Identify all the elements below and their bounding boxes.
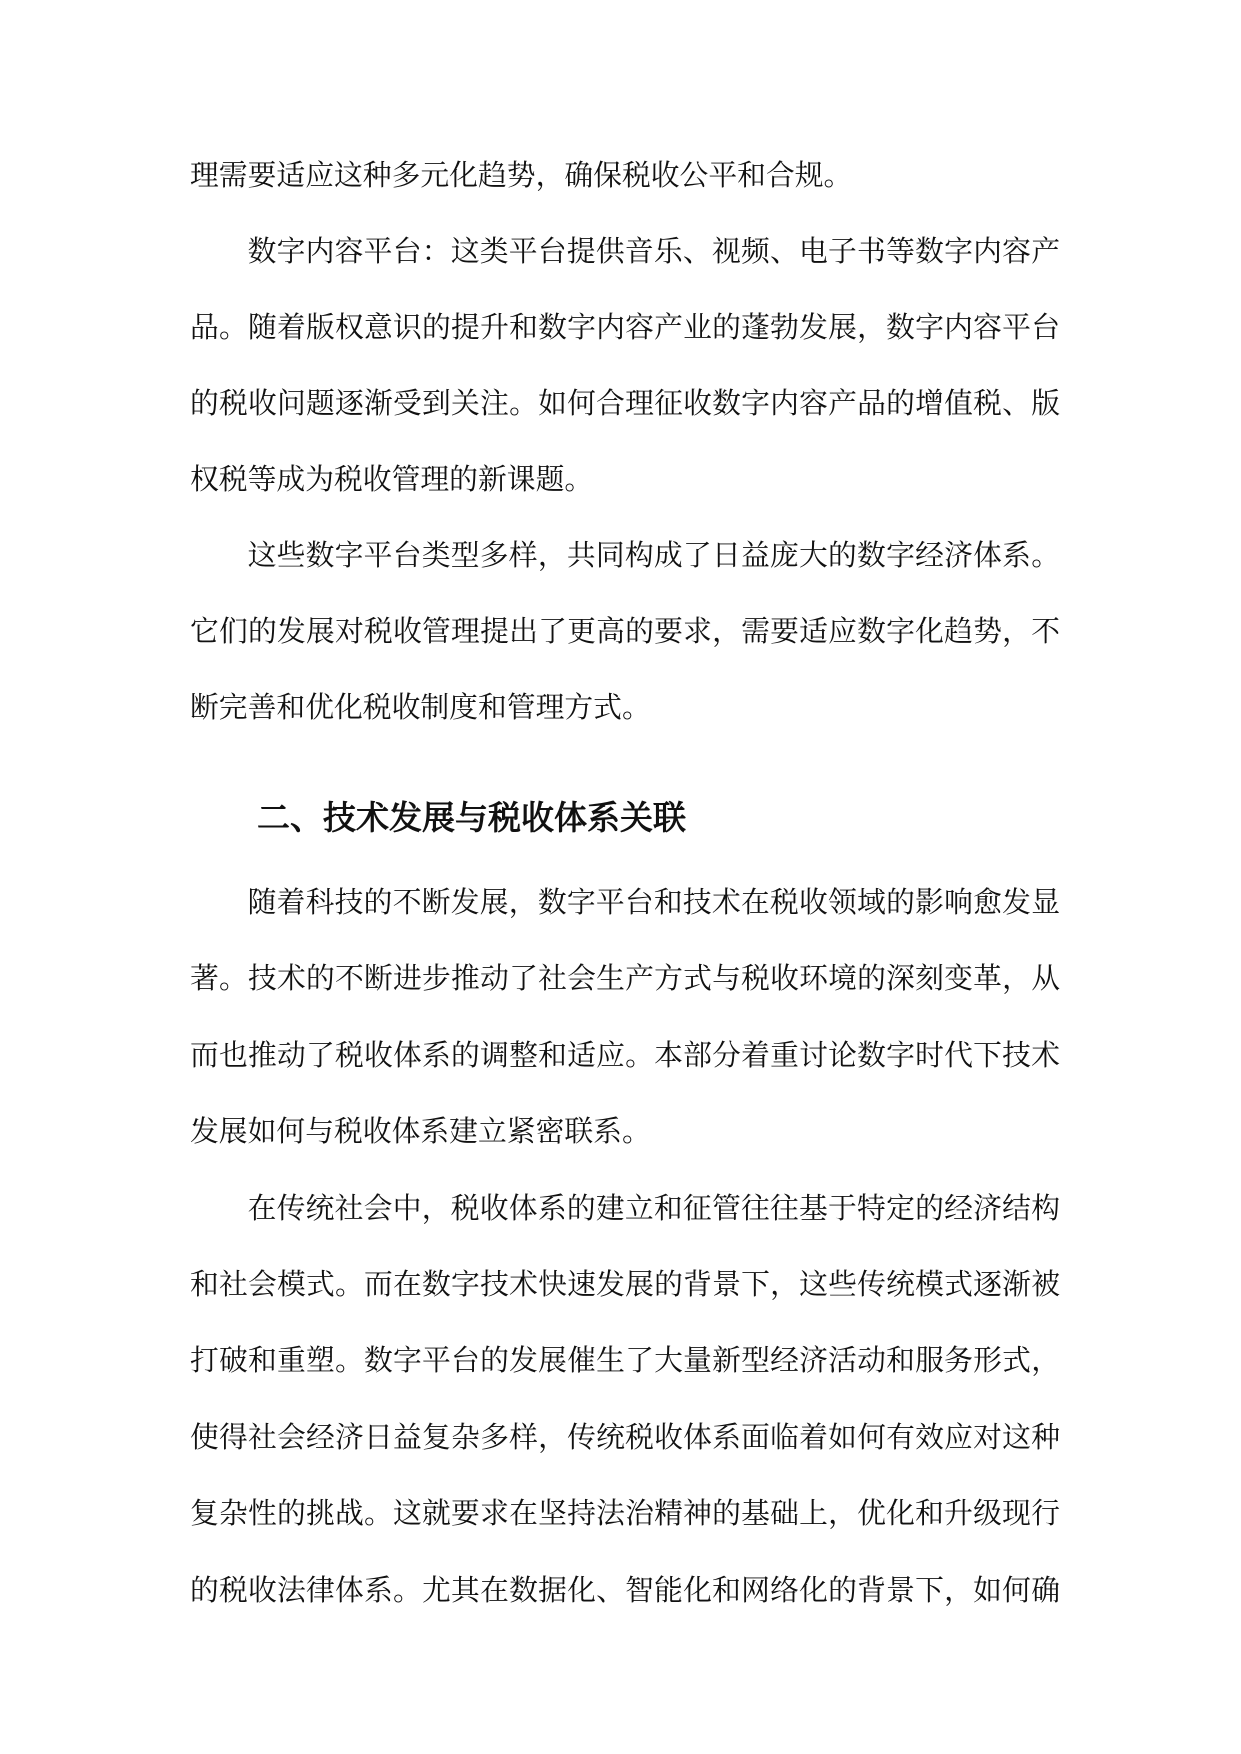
- body-text-line: 使得社会经济日益复杂多样，传统税收体系面临着如何有效应对这种: [190, 1419, 1060, 1454]
- body-text-line: 权税等成为税收管理的新课题。: [190, 462, 594, 496]
- paragraph: [190, 864, 1060, 1170]
- paragraph: [190, 1170, 1060, 1628]
- body-text-line: 和社会模式。而在数字技术快速发展的背景下，这些传统模式逐渐被: [190, 1266, 1060, 1301]
- body-text-line: 它们的发展对税收管理提出了更高的要求，需要适应数字化趋势，不: [190, 614, 1060, 648]
- body-text-line: 品。随着版权意识的提升和数字内容产业的蓬勃发展，数字内容平台: [190, 310, 1060, 344]
- body-text-line: 在传统社会中，税收体系的建立和征管往往基于特定的经济结构: [247, 1190, 1060, 1225]
- document-body: [190, 137, 1060, 1628]
- body-text-line: 随着科技的不断发展，数字平台和技术在税收领域的影响愈发显: [247, 885, 1060, 919]
- text-block: [190, 864, 1060, 1628]
- paragraph: [190, 517, 1060, 745]
- paragraph: [190, 137, 1060, 213]
- body-text-line: 著。技术的不断进步推动了社会生产方式与税收环境的深刻变革，从: [190, 961, 1060, 996]
- paragraph: [190, 213, 1060, 517]
- body-text-line: 断完善和优化税收制度和管理方式。: [190, 690, 651, 724]
- body-text-line: 发展如何与税收体系建立紧密联系。: [190, 1114, 651, 1149]
- body-text-line: 复杂性的挑战。这就要求在坚持法治精神的基础上，优化和升级现行: [190, 1496, 1060, 1531]
- body-text-line: 的税收法律体系。尤其在数据化、智能化和网络化的背景下，如何确: [190, 1572, 1060, 1607]
- text-block: [190, 137, 1060, 745]
- body-text-line: 打破和重塑。数字平台的发展催生了大量新型经济活动和服务形式，: [190, 1343, 1060, 1378]
- body-text-line: 的税收问题逐渐受到关注。如何合理征收数字内容产品的增值税、版: [190, 386, 1060, 420]
- body-text-line: 理需要适应这种多元化趋势，确保税收公平和合规。: [190, 158, 853, 192]
- body-text-line: 而也推动了税收体系的调整和适应。本部分着重讨论数字时代下技术: [190, 1037, 1060, 1072]
- body-text-line: 数字内容平台：这类平台提供音乐、视频、电子书等数字内容产: [247, 234, 1060, 268]
- body-text-line: 这些数字平台类型多样，共同构成了日益庞大的数字经济体系。: [247, 538, 1060, 572]
- section-heading: 二、技术发展与税收体系关联: [257, 798, 686, 837]
